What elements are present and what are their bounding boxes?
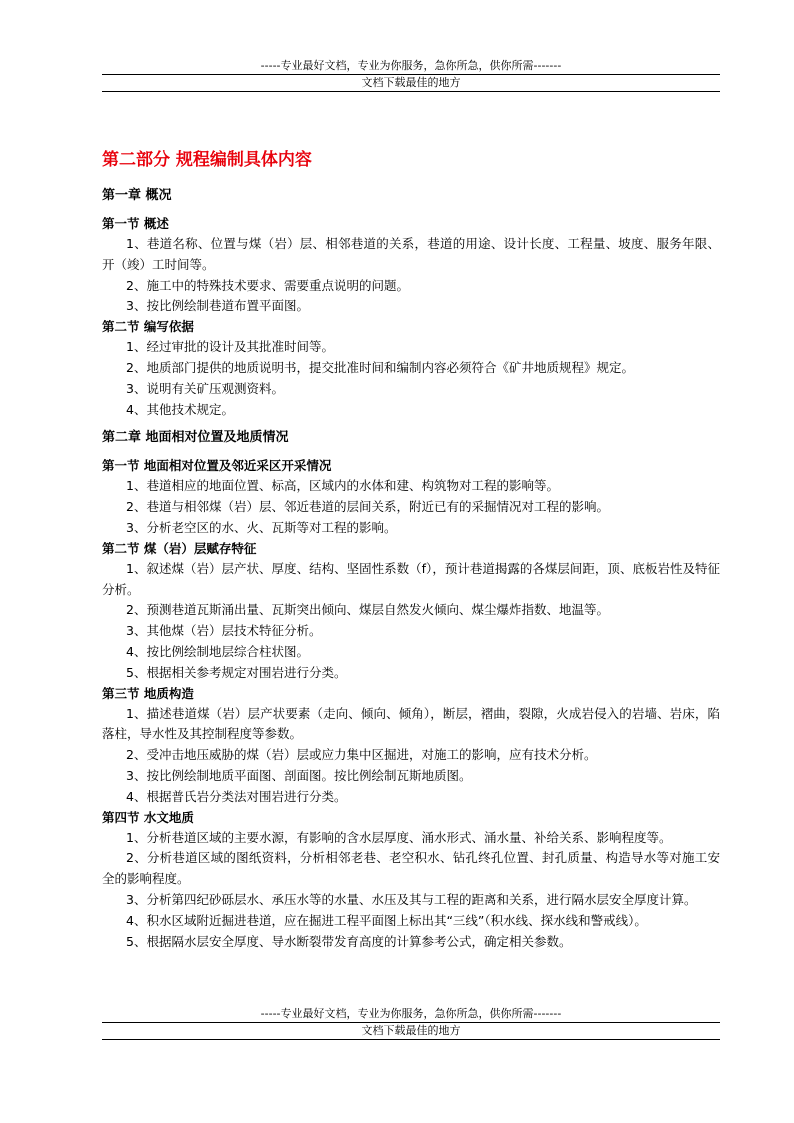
list-item: 5、根据隔水层安全厚度、导水断裂带发育高度的计算参考公式，确定相关参数。 [126, 933, 572, 949]
list-item: 4、根据普氏岩分类法对围岩进行分类。 [126, 788, 347, 804]
list-item: 3、其他煤（岩）层技术特征分析。 [126, 623, 322, 639]
list-item: 2、巷道与相邻煤（岩）层、邻近巷道的层间关系，附近已有的采掘情况对工程的影响。 [126, 499, 609, 515]
section-title: 第一节 概述 [102, 216, 169, 231]
list-item: 3、说明有关矿压观测资料。 [126, 380, 284, 396]
list-item: 1、巷道相应的地面位置、标高，区域内的水体和建、构筑物对工程的影响等。 [126, 478, 559, 494]
list-item: 1、描述巷道煤（岩）层产状要素（走向、倾向、倾角），断层，褶曲，裂隙，火成岩侵入的岩墙、岩床，陷落柱，导水性及其控制程度等参数。 [102, 705, 720, 742]
footer-tagline: -----专业最好文档，专业为你服务，急你所急，供你所需------- [260, 1007, 562, 1020]
section-title: 第四节 水文地质 [102, 809, 194, 825]
chapter-title: 第二章 地面相对位置及地质情况 [102, 430, 289, 446]
list-item: 4、其他技术规定。 [126, 401, 234, 417]
list-item: 1、叙述煤（岩）层产状、厚度、结构、坚固性系数（f），预计巷道揭露的各煤层间距，顶、底板岩性及特征分析。 [102, 560, 720, 597]
page-header [102, 58, 720, 92]
list-item: 3、按比例绘制地质平面图、剖面图。按比例绘制瓦斯地质图。 [126, 767, 472, 783]
list-item: 4、按比例绘制地层综合柱状图。 [126, 643, 309, 659]
list-item: 2、地质部门提供的地质说明书，提交批准时间和编制内容必须符合《矿井地质规程》规定。 [126, 359, 634, 375]
list-item: 3、按比例绘制巷道布置平面图。 [126, 298, 309, 314]
list-item: 1、经过审批的设计及其批准时间等。 [126, 339, 334, 355]
header-rule-bottom [102, 91, 720, 92]
section-title: 第二节 煤（岩）层赋存特征 [102, 540, 257, 556]
part-title: 第二部分 规程编制具体内容 [102, 150, 312, 170]
list-item: 1、巷道名称、位置与煤（岩）层、相邻巷道的关系，巷道的用途、设计长度、工程量、坡度、服务年限、开（竣）工时间等。 [102, 236, 720, 272]
list-item: 2、预测巷道瓦斯涌出量、瓦斯突出倾向、煤层自然发火倾向、煤尘爆炸指数、地温等。 [126, 602, 609, 618]
footer-subtitle: 文档下载最佳的地方 [361, 1024, 461, 1037]
list-item: 2、施工中的特殊技术要求、需要重点说明的问题。 [126, 277, 409, 293]
list-item: 1、分析巷道区域的主要水源，有影响的含水层厚度、涌水形式、涌水量、补给关系、影响程度等。 [126, 829, 672, 845]
list-item: 3、分析第四纪砂砾层水、承压水等的水量、水压及其与工程的距离和关系，进行隔水层安全厚度计算。 [126, 891, 697, 907]
list-item: 4、积水区域附近掘进巷道，应在掘进工程平面图上标出其“三线”（积水线、探水线和警戒线）。 [126, 912, 647, 928]
section-title: 第三节 地质构造 [102, 685, 194, 701]
list-item: 5、根据相关参考规定对围岩进行分类。 [126, 664, 347, 680]
list-item: 2、分析巷道区域的图纸资料，分析相邻老巷、老空积水、钻孔终孔位置、封孔质量、构造导水等对施工安全的影响程度。 [102, 850, 720, 887]
page-footer [102, 1006, 720, 1040]
chapter-title: 第一章 概况 [102, 188, 172, 203]
document-body [102, 148, 720, 952]
list-item: 2、受冲击地压威胁的煤（岩）层或应力集中区掘进，对施工的影响，应有技术分析。 [126, 747, 597, 763]
footer-rule-bottom [102, 1039, 720, 1040]
section-title: 第二节 编写依据 [102, 319, 194, 335]
list-item: 3、分析老空区的水、火、瓦斯等对工程的影响。 [126, 519, 397, 535]
header-subtitle: 文档下载最佳的地方 [361, 76, 461, 89]
section-title: 第一节 地面相对位置及邻近采区开采情况 [102, 458, 332, 474]
header-tagline: -----专业最好文档，专业为你服务，急你所急，供你所需------- [260, 59, 562, 72]
